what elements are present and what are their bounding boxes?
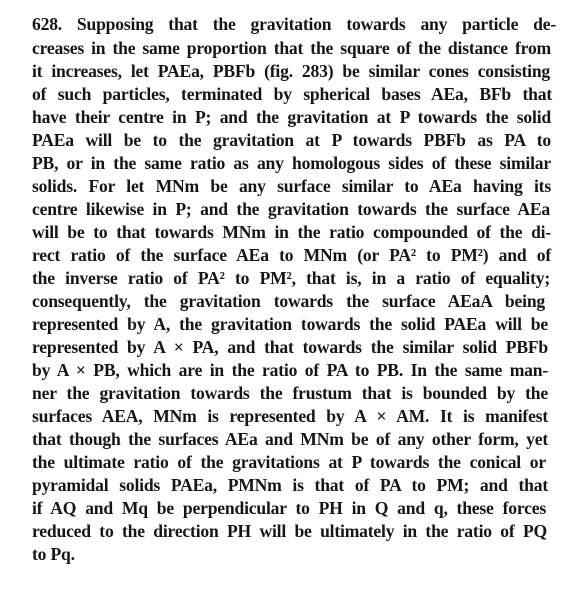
text-line-19: that though the surfaces AEa and MNm be of any other form, yet <box>32 429 548 449</box>
text-line-17: ner the gravitation towards the frustum that is bounded by the <box>32 383 548 403</box>
text-line-7: PB, or in the same ratio as any homologous sides of these similar <box>32 153 551 173</box>
text-line-21: pyramidal solids PAEa, PMNm is that of PA to PM; and that <box>32 475 548 495</box>
text-line-1: 628. Supposing that the gravitation towards any particle de- <box>32 14 556 34</box>
text-line-12: the inverse ratio of PA² to PM², that is, in a ratio of equality; <box>32 268 550 288</box>
text-line-14: represented by A, the gravitation towards the solid PAEa will be <box>32 314 548 334</box>
text-line-4: of such particles, terminated by spherical bases AEa, BFb that <box>32 84 552 104</box>
text-line-8: solids. For let MNm be any surface similar to AEa having its <box>32 176 551 196</box>
text-line-18: surfaces AEA, MNm is represented by A × AM. It is manifest <box>32 406 548 426</box>
text-line-23: reduced to the direction PH will be ultimately in the ratio of PQ <box>32 521 547 541</box>
text-line-5: have their centre in P; and the gravitation at P towards the solid <box>32 107 551 127</box>
text-line-2: creases in the same proportion that the square of the distance from <box>32 38 551 58</box>
text-line-16: by A × PB, which are in the ratio of PA to PB. In the same man- <box>32 360 548 380</box>
text-line-15: represented by A × PA, and that towards the similar solid PBFb <box>32 337 548 357</box>
text-line-11: rect ratio of the surface AEa to MNm (or PA² to PM²) and of <box>32 245 551 265</box>
text-line-13: consequently, the gravitation towards the surface AEaA being <box>32 291 545 311</box>
text-line-6: PAEa will be to the gravitation at P towards PBFb as PA to <box>32 130 551 150</box>
text-line-24: to Pq. <box>32 544 75 564</box>
text-line-10: will be to that towards MNm in the ratio compounded of the di- <box>32 222 551 242</box>
text-line-20: the ultimate ratio of the gravitations at P towards the conical or <box>32 452 546 472</box>
text-line-3: it increases, let PAEa, PBFb (fig. 283) be similar cones consisting <box>32 61 550 81</box>
text-line-22: if AQ and Mq be perpendicular to PH in Q and q, these forces <box>32 498 546 518</box>
text-line-9: centre likewise in P; and the gravitation towards the surface AEa <box>32 199 550 219</box>
